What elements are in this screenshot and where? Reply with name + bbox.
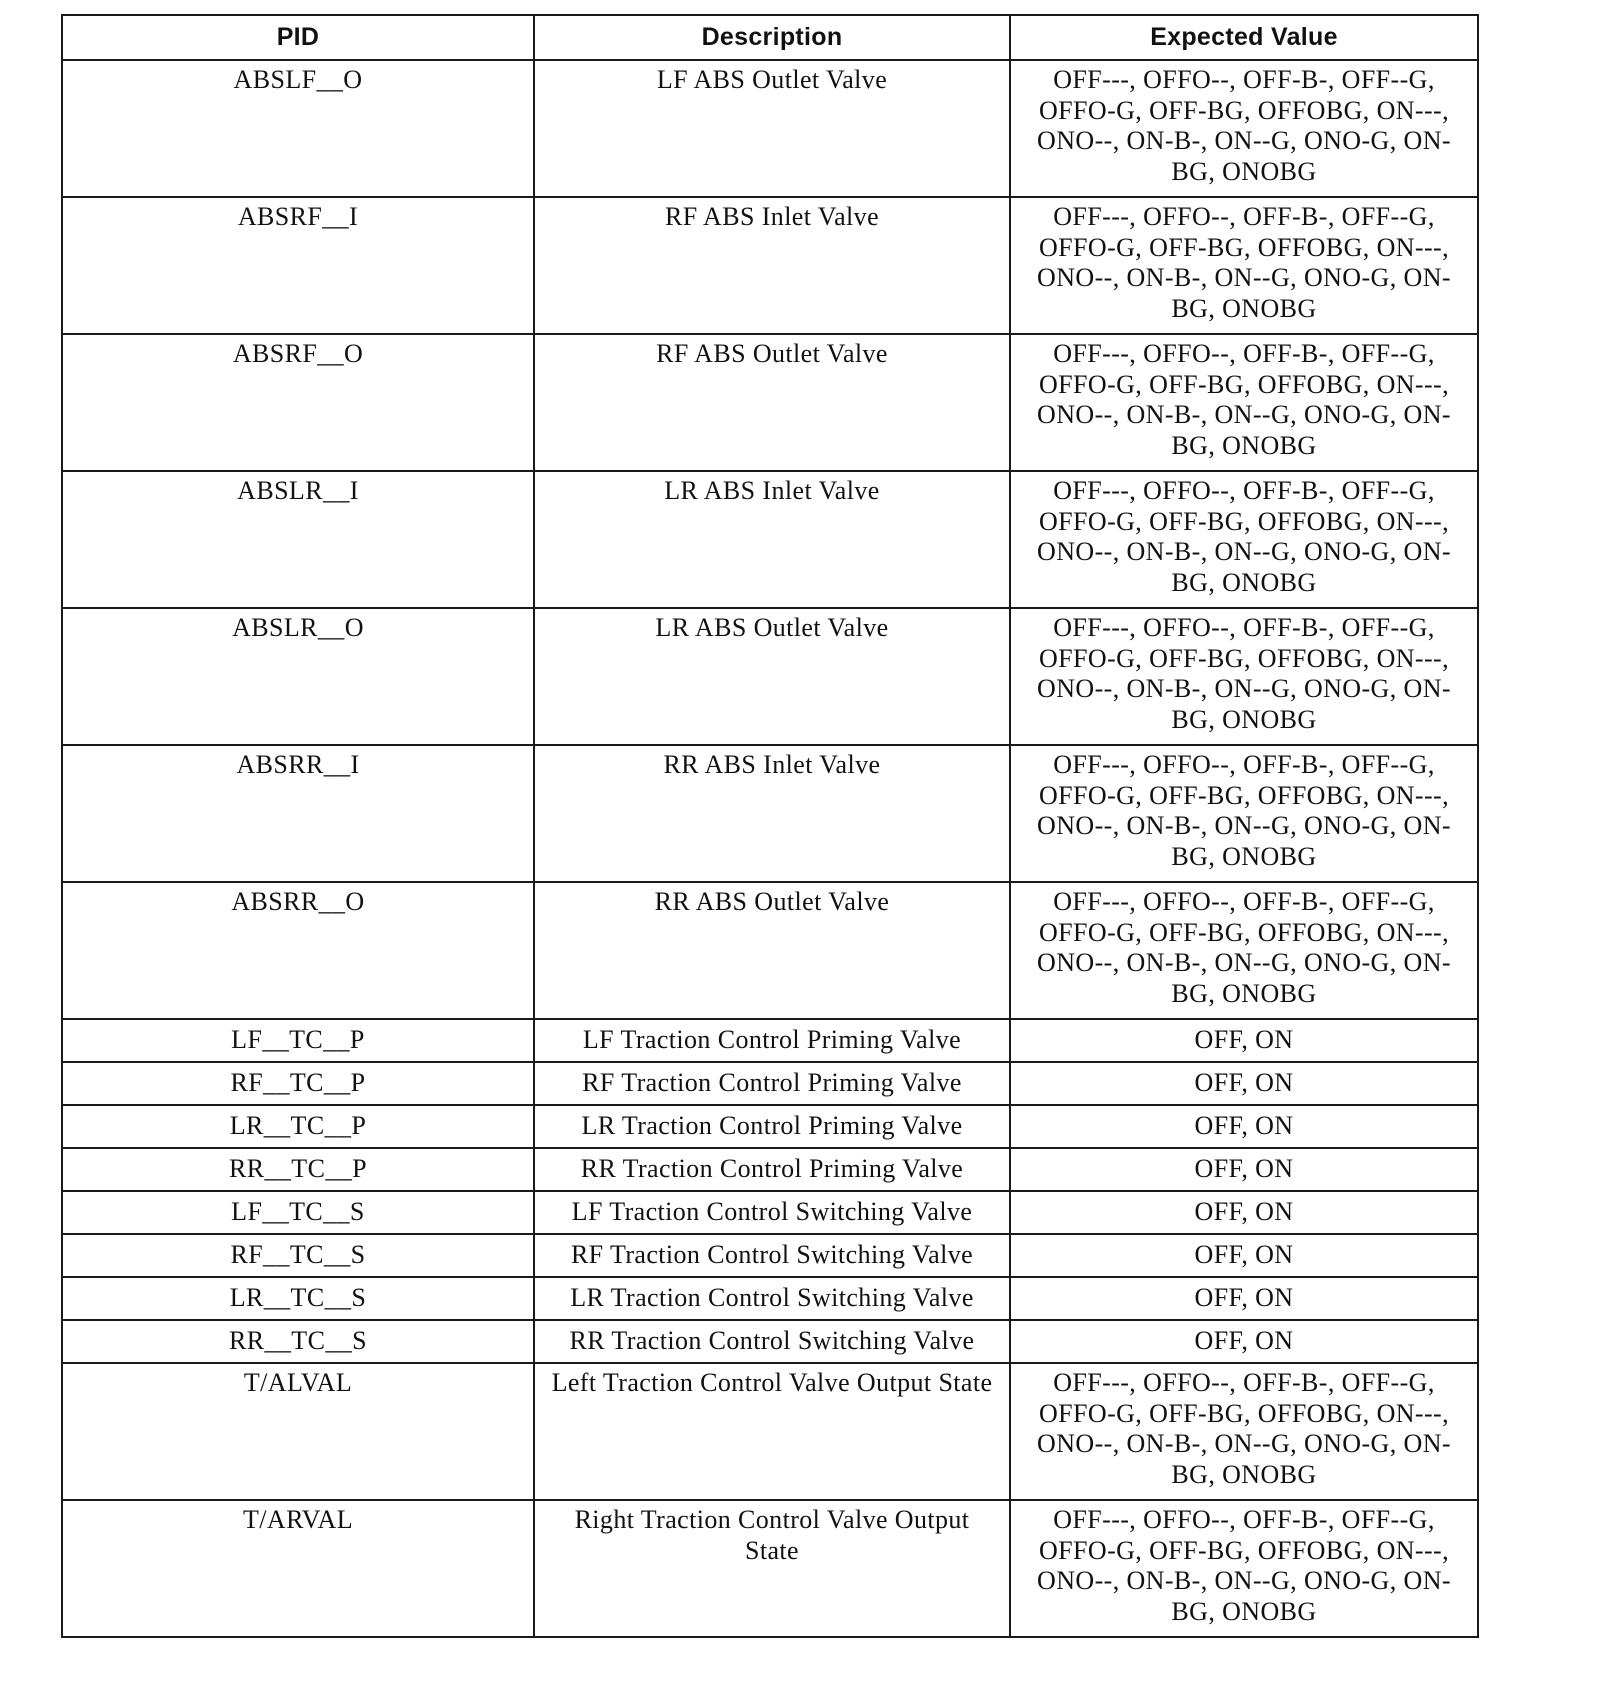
description-cell bbox=[534, 334, 1010, 471]
pid-cell bbox=[62, 334, 534, 471]
table-body bbox=[62, 60, 1478, 1637]
expected-value-text: OFF, ON bbox=[1194, 1111, 1294, 1141]
pid-cell bbox=[62, 1105, 534, 1148]
pid-text: LF__TC__S bbox=[231, 1197, 365, 1227]
expected-value-text: OFF, ON bbox=[1194, 1068, 1294, 1098]
table-row bbox=[62, 1277, 1478, 1320]
description-cell bbox=[534, 882, 1010, 1019]
pid-cell bbox=[62, 471, 534, 608]
pid-text: RF__TC__S bbox=[230, 1240, 366, 1270]
expected-value-text: OFF---, OFFO--, OFF-B-, OFF--G, OFFO-G, OFF-BG, OFFOBG, ON---, ONO--, ON-B-, ON--G, ONO-G, ON-BG, ONOBG bbox=[1037, 1505, 1451, 1626]
description-text: RR Traction Control Priming Valve bbox=[580, 1154, 964, 1184]
description-cell bbox=[534, 745, 1010, 882]
description-text: LR ABS Outlet Valve bbox=[655, 613, 889, 642]
expected-value-text: OFF, ON bbox=[1194, 1025, 1294, 1055]
table-row bbox=[62, 1148, 1478, 1191]
expected-value-cell bbox=[1010, 882, 1478, 1019]
expected-value-cell bbox=[1010, 197, 1478, 334]
description-cell bbox=[534, 1363, 1010, 1500]
pid-text: LR__TC__P bbox=[229, 1111, 367, 1141]
expected-value-cell bbox=[1010, 1019, 1478, 1062]
expected-value-text: OFF, ON bbox=[1194, 1283, 1294, 1313]
expected-value-cell bbox=[1010, 745, 1478, 882]
pid-cell bbox=[62, 608, 534, 745]
table-row bbox=[62, 608, 1478, 745]
description-text: RF ABS Outlet Valve bbox=[656, 339, 888, 368]
expected-value-cell bbox=[1010, 1500, 1478, 1637]
pid-text: ABSRF__O bbox=[232, 339, 364, 368]
table-row bbox=[62, 1234, 1478, 1277]
expected-value-text: OFF---, OFFO--, OFF-B-, OFF--G, OFFO-G, OFF-BG, OFFOBG, ON---, ONO--, ON-B-, ON--G, ONO-G, ON-BG, ONOBG bbox=[1037, 613, 1451, 734]
expected-value-text: OFF---, OFFO--, OFF-B-, OFF--G, OFFO-G, OFF-BG, OFFOBG, ON---, ONO--, ON-B-, ON--G, ONO-G, ON-BG, ONOBG bbox=[1037, 750, 1451, 871]
description-text: LF Traction Control Priming Valve bbox=[582, 1025, 962, 1055]
expected-value-text: OFF---, OFFO--, OFF-B-, OFF--G, OFFO-G, OFF-BG, OFFOBG, ON---, ONO--, ON-B-, ON--G, ONO-G, ON-BG, ONOBG bbox=[1037, 1368, 1451, 1489]
description-text: RR ABS Outlet Valve bbox=[654, 887, 890, 916]
description-text: LR Traction Control Switching Valve bbox=[570, 1283, 974, 1313]
pid-cell bbox=[62, 882, 534, 1019]
description-text: LF ABS Outlet Valve bbox=[656, 65, 888, 94]
pid-text: RR__TC__P bbox=[229, 1154, 367, 1184]
table-row bbox=[62, 197, 1478, 334]
table-header bbox=[62, 15, 1478, 60]
description-text: LR Traction Control Priming Valve bbox=[581, 1111, 963, 1141]
expected-value-text: OFF---, OFFO--, OFF-B-, OFF--G, OFFO-G, OFF-BG, OFFOBG, ON---, ONO--, ON-B-, ON--G, ONO-G, ON-BG, ONOBG bbox=[1037, 202, 1451, 323]
pid-text: T/ARVAL bbox=[242, 1505, 354, 1534]
column-header-pid: PID bbox=[62, 15, 534, 60]
expected-value-cell bbox=[1010, 1105, 1478, 1148]
table-row bbox=[62, 1062, 1478, 1105]
pid-text: ABSRF__I bbox=[237, 202, 359, 231]
pid-cell bbox=[62, 1320, 534, 1363]
table-row bbox=[62, 1320, 1478, 1363]
description-text: RR ABS Inlet Valve bbox=[663, 750, 881, 779]
pid-text: ABSLR__I bbox=[237, 476, 359, 505]
column-header-expected-value: Expected Value bbox=[1010, 15, 1478, 60]
description-cell bbox=[534, 1105, 1010, 1148]
description-cell bbox=[534, 1148, 1010, 1191]
table-row bbox=[62, 1500, 1478, 1637]
pid-cell bbox=[62, 60, 534, 197]
description-text: Left Traction Control Valve Output State bbox=[551, 1368, 993, 1397]
description-cell bbox=[534, 197, 1010, 334]
pid-text: ABSLF__O bbox=[233, 65, 363, 94]
description-cell bbox=[534, 1019, 1010, 1062]
column-header-description: Description bbox=[534, 15, 1010, 60]
expected-value-text: OFF, ON bbox=[1194, 1326, 1294, 1356]
expected-value-cell bbox=[1010, 60, 1478, 197]
description-cell bbox=[534, 1320, 1010, 1363]
expected-value-text: OFF, ON bbox=[1194, 1240, 1294, 1270]
description-text: Right Traction Control Valve Output State bbox=[574, 1505, 970, 1565]
expected-value-cell bbox=[1010, 1148, 1478, 1191]
pid-cell bbox=[62, 1500, 534, 1637]
table-row bbox=[62, 1363, 1478, 1500]
pid-text: RR__TC__S bbox=[229, 1326, 367, 1356]
pid-cell bbox=[62, 1277, 534, 1320]
description-cell bbox=[534, 1500, 1010, 1637]
expected-value-text: OFF---, OFFO--, OFF-B-, OFF--G, OFFO-G, OFF-BG, OFFOBG, ON---, ONO--, ON-B-, ON--G, ONO-G, ON-BG, ONOBG bbox=[1037, 476, 1451, 597]
expected-value-text: OFF---, OFFO--, OFF-B-, OFF--G, OFFO-G, OFF-BG, OFFOBG, ON---, ONO--, ON-B-, ON--G, ONO-G, ON-BG, ONOBG bbox=[1037, 65, 1451, 186]
expected-value-text: OFF---, OFFO--, OFF-B-, OFF--G, OFFO-G, OFF-BG, OFFOBG, ON---, ONO--, ON-B-, ON--G, ONO-G, ON-BG, ONOBG bbox=[1037, 887, 1451, 1008]
description-cell bbox=[534, 1234, 1010, 1277]
expected-value-cell bbox=[1010, 1320, 1478, 1363]
expected-value-cell bbox=[1010, 1062, 1478, 1105]
pid-text: ABSRR__O bbox=[231, 887, 365, 916]
description-text: RF ABS Inlet Valve bbox=[664, 202, 880, 231]
expected-value-text: OFF, ON bbox=[1194, 1154, 1294, 1184]
table-row bbox=[62, 882, 1478, 1019]
pid-text: LR__TC__S bbox=[229, 1283, 367, 1313]
description-text: LF Traction Control Switching Valve bbox=[571, 1197, 973, 1227]
header-row bbox=[62, 15, 1478, 60]
table-row bbox=[62, 1019, 1478, 1062]
description-cell bbox=[534, 1191, 1010, 1234]
table-row bbox=[62, 745, 1478, 882]
expected-value-cell bbox=[1010, 471, 1478, 608]
table-row bbox=[62, 334, 1478, 471]
expected-value-cell bbox=[1010, 1191, 1478, 1234]
expected-value-cell bbox=[1010, 1363, 1478, 1500]
description-cell bbox=[534, 471, 1010, 608]
expected-value-text: OFF, ON bbox=[1194, 1197, 1294, 1227]
description-cell bbox=[534, 1062, 1010, 1105]
pid-cell bbox=[62, 1062, 534, 1105]
table-row bbox=[62, 1191, 1478, 1234]
description-text: RR Traction Control Switching Valve bbox=[569, 1326, 975, 1356]
pid-cell bbox=[62, 197, 534, 334]
description-cell bbox=[534, 60, 1010, 197]
table-row bbox=[62, 471, 1478, 608]
description-text: RF Traction Control Priming Valve bbox=[582, 1068, 962, 1098]
pid-text: ABSRR__I bbox=[236, 750, 360, 779]
pid-cell bbox=[62, 1148, 534, 1191]
pid-cell bbox=[62, 1019, 534, 1062]
pid-text: T/ALVAL bbox=[243, 1368, 353, 1397]
expected-value-text: OFF---, OFFO--, OFF-B-, OFF--G, OFFO-G, OFF-BG, OFFOBG, ON---, ONO--, ON-B-, ON--G, ONO-G, ON-BG, ONOBG bbox=[1037, 339, 1451, 460]
pid-text: RF__TC__P bbox=[230, 1068, 366, 1098]
pid-cell bbox=[62, 745, 534, 882]
table-row bbox=[62, 1105, 1478, 1148]
pid-cell bbox=[62, 1234, 534, 1277]
pid-text: LF__TC__P bbox=[231, 1025, 365, 1055]
expected-value-cell bbox=[1010, 608, 1478, 745]
description-cell bbox=[534, 1277, 1010, 1320]
description-text: RF Traction Control Switching Valve bbox=[570, 1240, 974, 1270]
pid-cell bbox=[62, 1191, 534, 1234]
expected-value-cell bbox=[1010, 1234, 1478, 1277]
pid-table bbox=[61, 14, 1479, 1638]
expected-value-cell bbox=[1010, 1277, 1478, 1320]
pid-text: ABSLR__O bbox=[232, 613, 364, 642]
pid-cell bbox=[62, 1363, 534, 1500]
description-cell bbox=[534, 608, 1010, 745]
description-text: LR ABS Inlet Valve bbox=[664, 476, 880, 505]
expected-value-cell bbox=[1010, 334, 1478, 471]
table-row bbox=[62, 60, 1478, 197]
